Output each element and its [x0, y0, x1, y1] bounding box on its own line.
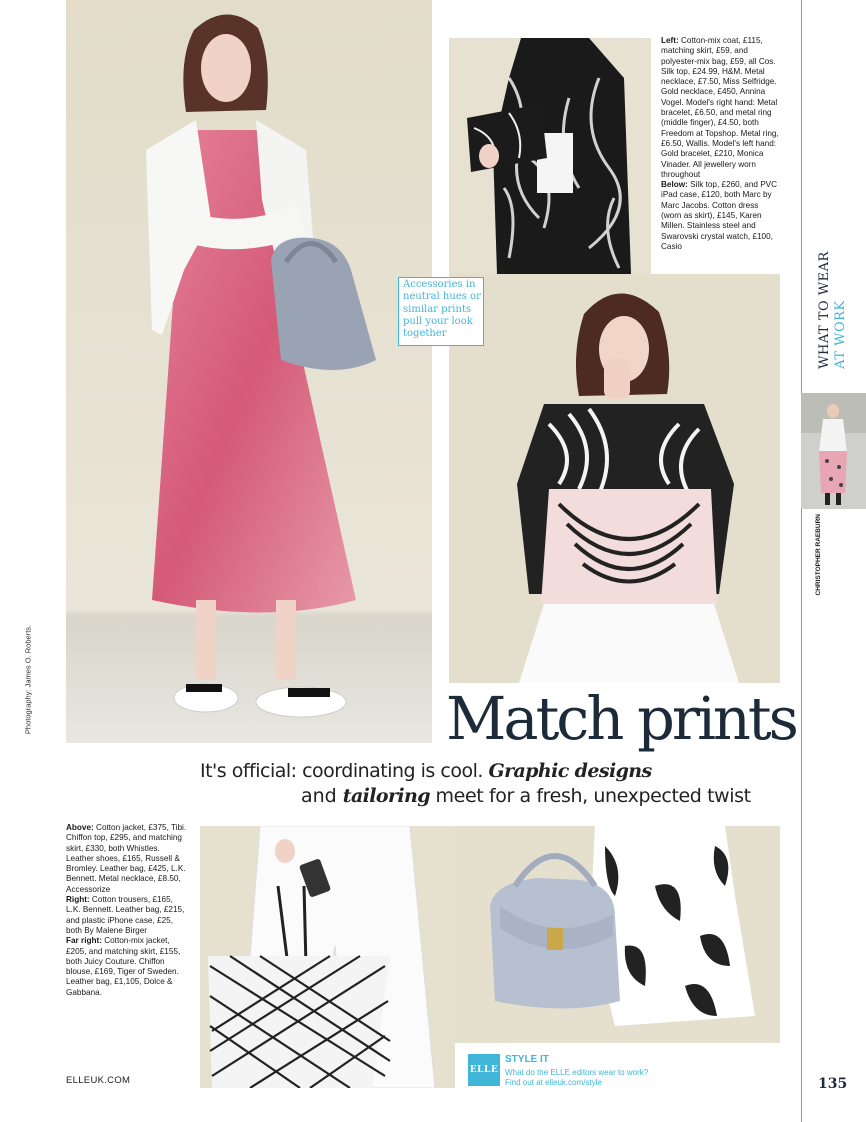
credit-farright: [66, 936, 188, 998]
sidebar-runway-thumbnail: [801, 393, 866, 509]
credit-farright-text: Cotton-mix jacket, £205, and matching skirt, £155, both Juicy Couture. Chiffon blouse, £169, Tiger of Sweden. Leather bag, £1,105, Dolce & Gabbana.: [66, 936, 181, 997]
standfirst: [200, 759, 760, 809]
standfirst-text-2: and: [301, 785, 343, 807]
runway-illustration: [801, 393, 866, 509]
section-label: [817, 251, 849, 369]
headline: Match prints: [446, 684, 796, 753]
standfirst-emph-2: tailoring: [342, 785, 430, 807]
sidebar-rule: [801, 0, 802, 1122]
callout-text: Accessories in neutral hues or similar prints pull your look together: [403, 279, 481, 340]
section-line-2: AT WORK: [833, 300, 848, 369]
credit-left-label: Left:: [661, 36, 679, 45]
section-line-1: WHAT TO WEAR: [817, 251, 832, 369]
credit-above-text: Cotton jacket, £375, Tibi. Chiffon top, £295, and matching skirt, £330, both Whistles. Leather shoes, £165, Russell & Bromley. Leather bag, £425, L.K. Bennett. Metal necklace, £8.50, Accessorize: [66, 823, 187, 894]
callout-box: [398, 277, 484, 346]
designer-label: CHRISTOPHER RAEBURN: [815, 514, 822, 596]
photo-marble-coat: [449, 38, 651, 274]
graphic-top-illustration: [449, 274, 780, 683]
standfirst-emph-1: Graphic designs: [488, 760, 652, 782]
marble-coat-illustration: [449, 38, 651, 274]
credit-right-text: Cotton trousers, £165, L.K. Bennett. Leather bag, £215, and plastic iPhone case, £25, both By Malene Birger: [66, 895, 185, 935]
standfirst-text-3: meet for a fresh, unexpected twist: [429, 785, 751, 807]
style-it-title: STYLE IT: [505, 1054, 549, 1065]
credit-above-label: Above:: [66, 823, 94, 832]
elle-logo: [468, 1054, 500, 1086]
standfirst-line-1: [200, 759, 760, 784]
white-trousers-illustration: [200, 826, 455, 1088]
credit-below: [661, 180, 781, 252]
photo-credit: Photography: James O. Roberts.: [23, 624, 33, 735]
footer-url[interactable]: ELLEUK.COM: [66, 1075, 131, 1086]
page-number: 135: [818, 1076, 848, 1092]
credits-bottom: [66, 823, 188, 998]
photo-graphic-top: [449, 274, 780, 683]
credit-above: [66, 823, 188, 895]
credit-left: [661, 36, 781, 180]
credit-below-text: Silk top, £260, and PVC iPad case, £120, both Marc by Marc Jacobs. Cotton dress (worn as skirt), £145, Karen Millen. Stainless steel and Swarovski crystal watch, £100, Casio: [661, 180, 778, 251]
photo-grey-handbag: [455, 826, 780, 1043]
credit-right: [66, 895, 188, 936]
credit-farright-label: Far right:: [66, 936, 102, 946]
grey-handbag-illustration: [455, 826, 780, 1043]
credit-below-label: Below:: [661, 180, 688, 190]
standfirst-line-2: [200, 784, 760, 809]
style-it-box: [466, 1048, 666, 1088]
elle-logo-text: ELLE: [469, 1065, 499, 1075]
credit-right-label: Right:: [66, 895, 90, 905]
credit-left-text: Cotton-mix coat, £115, matching skirt, £59, and polyester-mix bag, £59, all Cos. Silk top, £24.99, H&M. Metal necklace, £7.50, Miss Selfridge. Gold necklace, £450, Annina Vogel. Model's right hand: Metal bracelet, £6.50, and metal ring (middle finger), £4.50, both Freedom at Topshop. Metal ring, £6.50, Wallis. Model's left hand: Gold bracelet, £210, Monica Vinader. All jewellery worn throughout: [661, 36, 779, 179]
credits-top: [661, 36, 781, 252]
photo-white-trousers: [200, 826, 455, 1088]
standfirst-text-1: It's official: coordinating is cool.: [200, 760, 489, 782]
pink-dress-illustration: [66, 0, 432, 743]
style-it-text[interactable]: What do the ELLE editors wear to work? Find out at elleuk.com/style: [505, 1068, 649, 1087]
main-photo-pink-dress: [66, 0, 432, 743]
